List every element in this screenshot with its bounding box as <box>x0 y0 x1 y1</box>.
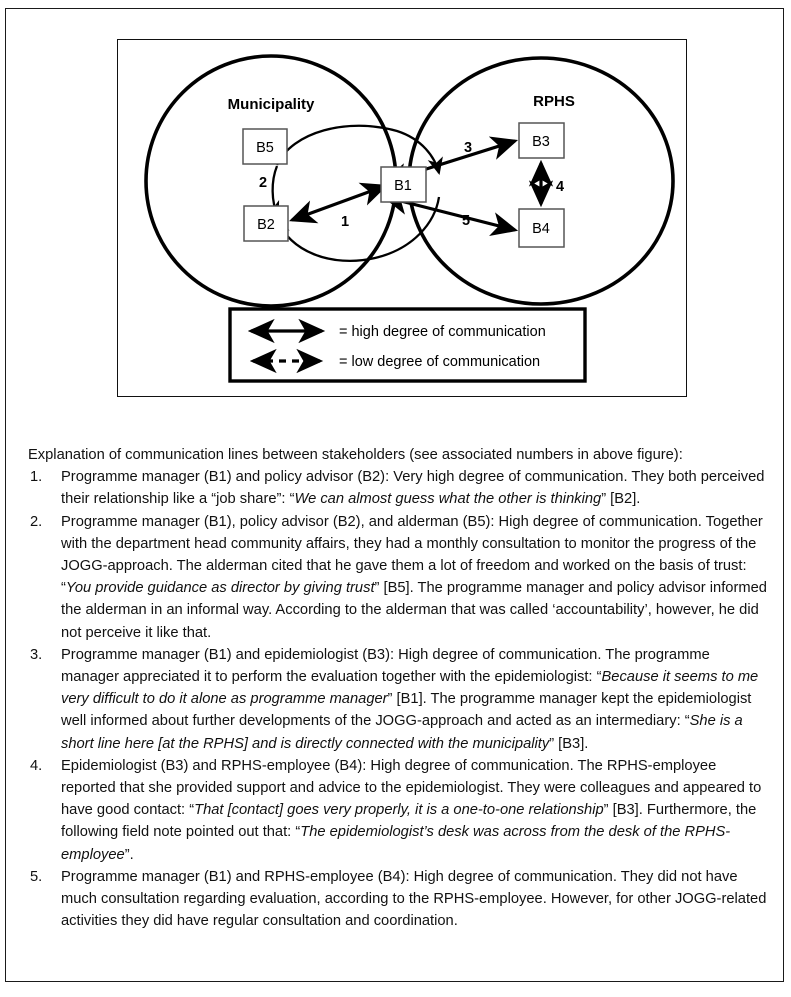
list-item <box>28 755 770 866</box>
edge-number-3: 3 <box>463 140 473 156</box>
list-item-body: Programme manager (B1) and epidemiologist (B3): High degree of communication. The programme manager appreciated it to perform the evaluation together with the epidemiologist: “Because it seems to me very difficult to do it alone as programme manager” [B1]. The programme manager kept the epidemiologist well informed about further developments of the JOGG-approach and acted as an intermediary: “She is a short line here [at the RPHS] and is directly connected with the municipality” [B3]. <box>61 646 759 752</box>
node-b3 <box>519 123 564 158</box>
rphs-label: RPHS <box>533 93 575 110</box>
node-b5-label: B5 <box>256 140 274 156</box>
figure-container <box>117 39 687 397</box>
legend <box>230 309 585 381</box>
list-item <box>28 511 770 644</box>
list-item <box>28 644 770 755</box>
explanation-intro: Explanation of communication lines between stakeholders (see associated numbers in above figure): <box>28 447 683 463</box>
stakeholder-communication-diagram <box>117 39 687 397</box>
edge-number-4: 4 <box>555 179 565 195</box>
node-b2 <box>244 206 288 241</box>
node-b2-label: B2 <box>257 217 275 233</box>
node-b4-label: B4 <box>532 221 550 237</box>
list-item <box>28 466 770 510</box>
edge-number-1: 1 <box>340 214 350 230</box>
legend-low-label: = low degree of communication <box>339 354 541 370</box>
list-item-body: Programme manager (B1), policy advisor (B2), and alderman (B5): High degree of communication. Together with the department head community affairs, they had a monthly consultation to monitor the progress of the JOGG-approach. The alderman cited that he gave them a lot of freedom and worked on the basis of trust: “You provide guidance as director by giving trust” [B5]. The programme manager and policy advisor informed the alderman in an informal way. According to the alderman that was called ‘accountability’, however, he did not perceive it like that. <box>61 513 767 641</box>
node-b1 <box>381 167 426 202</box>
node-b4 <box>519 209 564 247</box>
legend-border <box>230 309 585 381</box>
node-b1-label: B1 <box>394 178 412 194</box>
municipality-circle <box>146 56 396 306</box>
list-item <box>28 866 770 933</box>
list-item-number: 1. <box>30 469 43 486</box>
list-item-number: 3. <box>30 646 43 663</box>
node-b3-label: B3 <box>532 134 550 150</box>
explanation-block <box>28 444 770 932</box>
list-item-body: Programme manager (B1) and policy advisor (B2): Very high degree of communication. They both perceived their relationship like a “job share”: “We can almost guess what the other is thinking” [B2]. <box>61 469 765 508</box>
explanation-list <box>28 466 770 932</box>
list-item-number: 4. <box>30 757 43 774</box>
edge-number-2: 2 <box>258 175 268 191</box>
legend-high-label: = high degree of communication <box>339 324 546 340</box>
edge-number-5: 5 <box>461 213 471 229</box>
node-b5 <box>243 129 287 164</box>
edge-2-loop-lower <box>277 197 439 261</box>
edge-1-line <box>292 186 385 220</box>
list-item-number: 5. <box>30 868 43 885</box>
list-item-body: Programme manager (B1) and RPHS-employee (B4): High degree of communication. They did not have much consultation regarding evaluation, according to the RPHS-employee. However, for other JOGG-related activities they did have regular consultation and coordination. <box>61 868 767 930</box>
list-item-body: Epidemiologist (B3) and RPHS-employee (B4): High degree of communication. The RPHS-employee reported that she provided support and advice to the epidemiologist. They were colleagues and appeared to have good contact: “That [contact] goes very properly, it is a one-to-one relationship” [B3]. Furthermore, the following field note pointed out that: “The epidemiologist’s desk was across from the desk of the RPHS-employee”. <box>61 757 762 863</box>
list-item-number: 2. <box>30 513 43 530</box>
municipality-label: Municipality <box>227 96 315 113</box>
document-page <box>5 8 784 982</box>
